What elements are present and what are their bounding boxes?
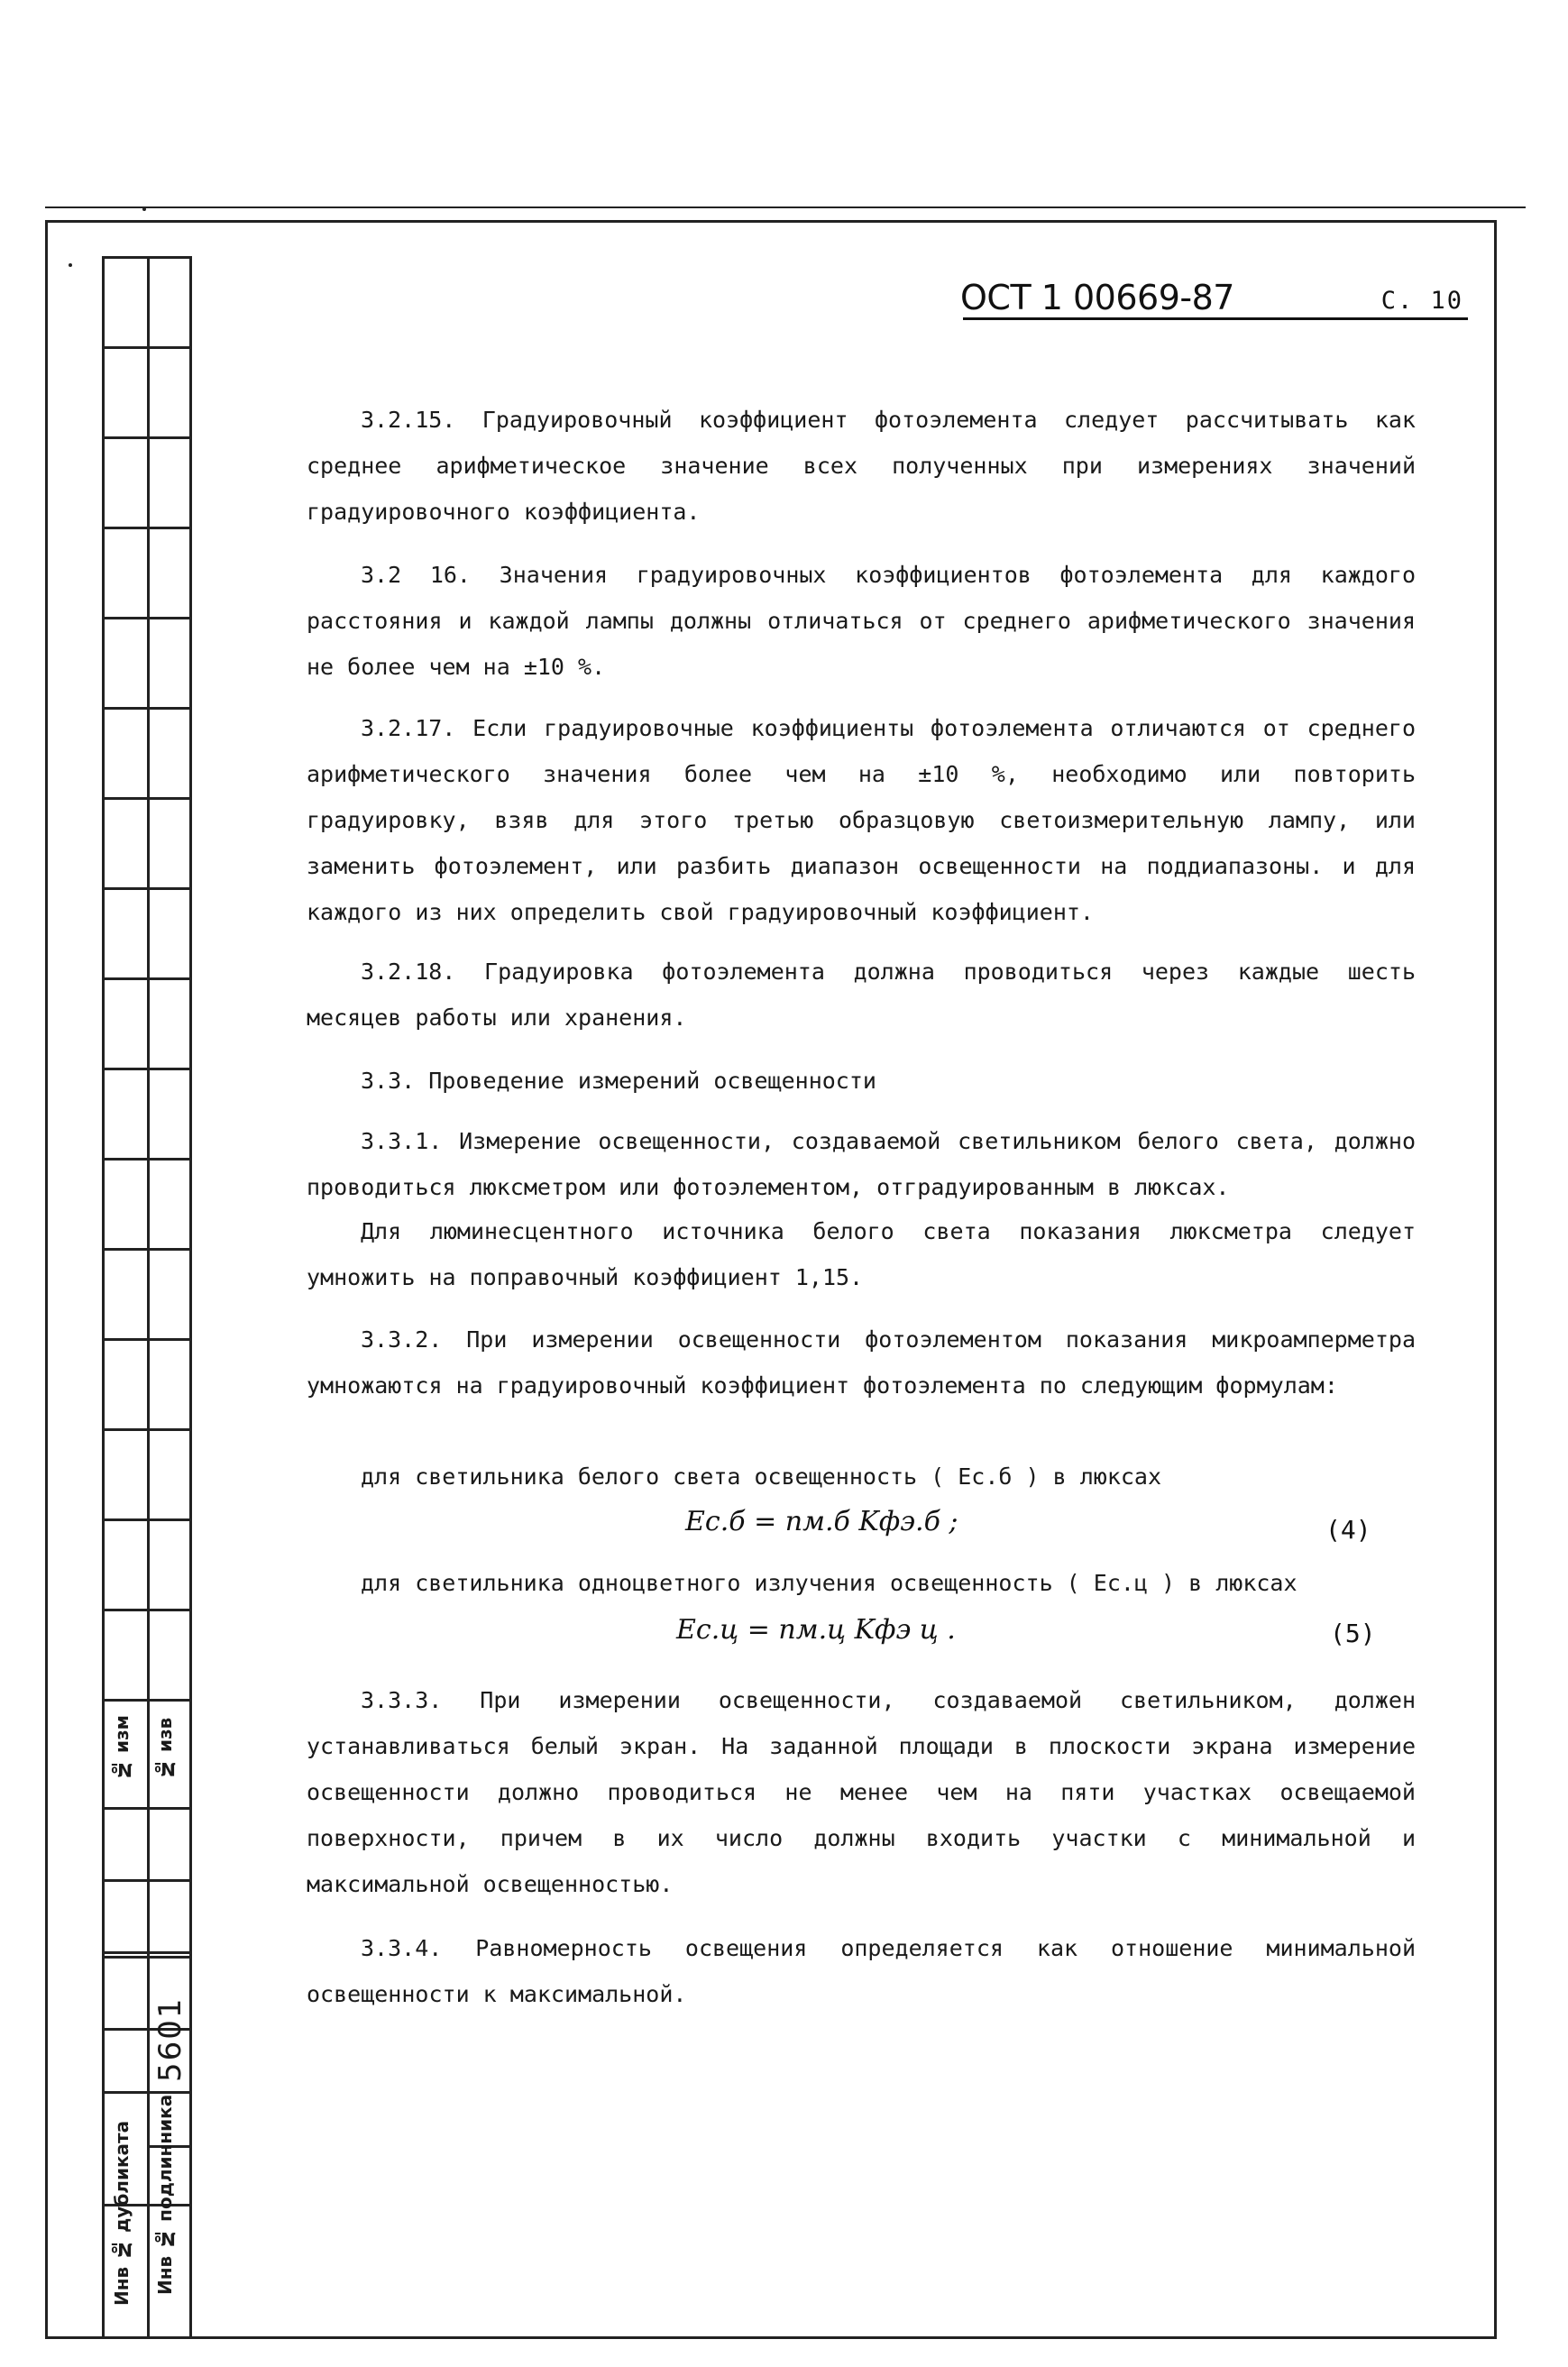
- sidebar-line: [102, 1158, 192, 1161]
- sidebar-line: [102, 256, 105, 2339]
- paragraph-3-3-2: 3.3.2. При измерении освещенности фотоэлементом показания микроамперметра умножаются на градуировочный коэффициент фотоэлемента по следующим формулам:: [307, 1326, 1416, 1399]
- stamp-sidebar: [102, 256, 192, 2339]
- paragraph-3-3-1-continued: Для люминесцентного источника белого света показания люксметра следует умножить на поправочный коэффициент 1,15.: [307, 1218, 1416, 1290]
- sidebar-line: [102, 256, 192, 259]
- sidebar-line: [102, 527, 192, 529]
- sidebar-line: [102, 1518, 192, 1521]
- paragraph-3-2-16: 3.2 16. Значения градуировочных коэффициентов фотоэлемента для каждого расстояния и каждой лампы должны отличаться от среднего арифметического значения не более чем на ±10 %.: [307, 562, 1416, 680]
- sidebar-line: [102, 977, 192, 980]
- sidebar-line: [102, 1338, 192, 1341]
- page-number: С. 10: [1380, 287, 1463, 315]
- sidebar-line: [102, 1609, 192, 1611]
- formula-4: Eс.б = nм.б Kфэ.б ;: [685, 1506, 958, 1537]
- sidebar-line: [102, 1951, 192, 1954]
- paragraph-3-3-3: 3.3.3. При измерении освещенности, создаваемой светильником, должен устанавливаться белый экран. На заданной площади в плоскости экрана измерение освещенности должно проводиться не менее чем на пяти участках освещаемой поверхности, причем в их число должны входить участки с минимальной и максимальной освещенностью.: [307, 1687, 1416, 1897]
- label-dublikata: Инв № дубликата: [111, 2120, 133, 2306]
- inventory-number: 5601: [152, 1996, 188, 2082]
- sidebar-line: [102, 1068, 192, 1070]
- formula-5-number: (5): [1330, 1619, 1376, 1648]
- paragraph-3-3-1: 3.3.1. Измерение освещенности, создаваемой светильником белого света, должно проводиться люксметром или фотоэлементом, отградуированным в люксах.: [307, 1128, 1416, 1200]
- sidebar-line: [189, 256, 192, 2339]
- formula-5-intro: для светильника одноцветного излучения освещенность ( Eс.ц ) в люксах: [361, 1570, 1297, 1596]
- sidebar-line: [102, 1248, 192, 1251]
- sidebar-line: [102, 1879, 192, 1882]
- sidebar-line: [102, 1428, 192, 1431]
- label-izv: № изв: [154, 1717, 176, 1780]
- page-header: [960, 271, 1474, 325]
- sidebar-line: [102, 707, 192, 710]
- label-izm: № изм: [111, 1715, 133, 1782]
- document-code: ОСТ 1 00669-87: [960, 278, 1234, 317]
- label-podlinnika: Инв № подлинника: [154, 2094, 176, 2296]
- header-rule: [963, 317, 1468, 320]
- paragraph-3-2-15: 3.2.15. Градуировочный коэффициент фотоэлемента следует рассчитывать как среднее арифметическое значение всех полученных при измерениях значений градуировочного коэффициента.: [307, 407, 1416, 525]
- sidebar-line: [102, 346, 192, 349]
- paragraph-3-2-17: 3.2.17. Если градуировочные коэффициенты фотоэлемента отличаются от среднего арифметического значения более чем на ±10 %, необходимо или повторить градуировку, взяв для этого третью образцовую светоизмерительную лампу, или заменить фотоэлемент, или разбить диапазон освещенности на поддиапазоны. и для каждого из них определить свой градуировочный коэффициент.: [307, 715, 1416, 925]
- formula-5: Eс.ц = nм.ц Kфэ ц .: [676, 1614, 956, 1646]
- sidebar-line: [102, 797, 192, 800]
- formula-4-intro: для светильника белого света освещенность ( Eс.б ) в люксах: [361, 1463, 1162, 1490]
- top-rule: [45, 206, 1526, 208]
- formula-4-number: (4): [1325, 1515, 1371, 1545]
- sidebar-line: [102, 436, 192, 439]
- sidebar-line: [147, 256, 150, 2339]
- sidebar-line: [102, 887, 192, 890]
- sidebar-line: [102, 1807, 192, 1810]
- scan-dot: [142, 207, 146, 211]
- sidebar-line: [102, 1956, 192, 1959]
- sidebar-line: [102, 617, 192, 619]
- paragraph-3-2-18: 3.2.18. Градуировка фотоэлемента должна проводиться через каждые шесть месяцев работы или хранения.: [307, 959, 1416, 1031]
- section-heading-3-3: 3.3. Проведение измерений освещенности: [361, 1068, 876, 1094]
- paragraph-3-3-4: 3.3.4. Равномерность освещения определяется как отношение минимальной освещенности к максимальной.: [307, 1935, 1416, 2007]
